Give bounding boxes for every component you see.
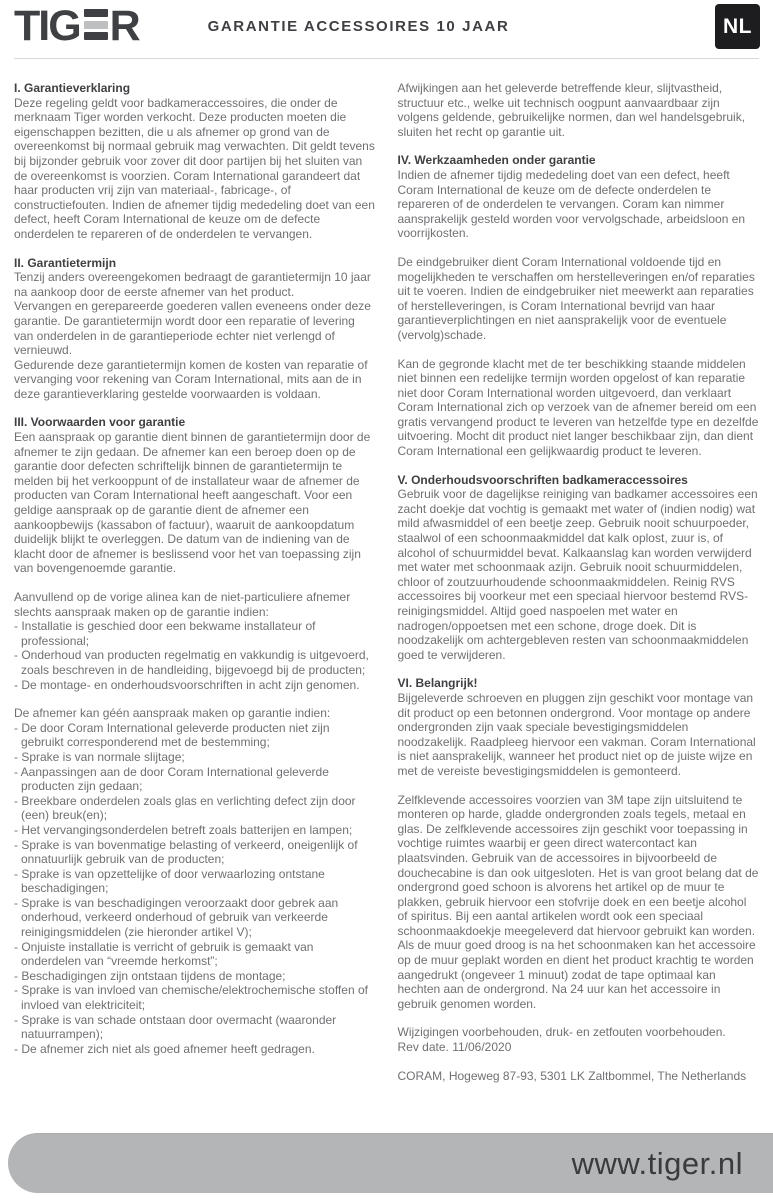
section-4-heading: IV. Werkzaamheden onder garantie <box>397 153 596 168</box>
list-item: - De afnemer zich niet als goed afnemer heeft gedragen. <box>14 1041 315 1056</box>
list-item: - Aanpassingen aan de door Coram International geleverde producten zijn gedaan; <box>14 764 329 794</box>
section-1-paragraph: Deze regeling geldt voor badkameraccessoires, die onder de merknaam Tiger worden verkocht. Deze producten moeten die eigenschappen bezitten, die u als afnemer op grond van de overeenkomst bij normaal gebruik mag verwachten. Dit geldt tevens bij bijzonder gebruik voor zover dit door partijen bij het sluiten van de overeenkomst is voorzien. Coram International garandeert dat haar producten vrij zijn van materiaal-, fabricage-, of constructiefouten. Indien de afnemer tijdig mededeling doet van een defect, heeft Coram International de keuze om de defecte onderdelen te repareren of de onderdelen te vervangen. <box>14 95 375 241</box>
section-5-paragraph: Gebruik voor de dagelijkse reiniging van badkamer accessoires een zacht doekje dat vochtig is gemaakt met water of (indien nodig) wat mild afwasmiddel of een beetje zeep. Gebruik nooit schuurpoeder, staalwol of een schoonmaakmiddel dat kalk oplost, zuur is, of alcohol of schuurmiddel bevat. Kalkaanslag kan worden verwijderd met water met schoonmaak azijn. Gebruik nooit schuurmiddelen, chloor of zoutzuurhoudende schoonmaakmiddelen. Reinig RVS accessoires bij voorkeur met een speciaal hiervoor bestemd RVS-reinigingsmiddel. Altijd goed naspoelen met water en nadrogen/oppoetsen met een schone, droge doek. Dit is noodzakelijk om achtergebleven resten van schoonmaakmiddelen goed te verwijderen. <box>397 487 758 662</box>
section-2-paragraph: Tenzij anders overeengekomen bedraagt de garantietermijn 10 jaar na aankoop door de eerste afnemer van het product. <box>14 270 371 299</box>
list-item: - Onderhoud van producten regelmatig en vakkundig is uitgevoerd, zoals beschreven in de handleiding, bijgevoegd bij de producten; <box>14 648 369 677</box>
legal-notice: Wijzigingen voorbehouden, druk- en zetfouten voorbehouden. <box>397 1025 726 1040</box>
list-item: - Sprake is van opzettelijke of door verwaarlozing ontstane beschadigingen; <box>14 866 325 896</box>
right-column <box>398 81 760 1083</box>
header-divider <box>14 58 759 59</box>
logo-bar-top <box>84 9 108 17</box>
list-item: - Sprake is van invloed van chemische/elektrochemische stoffen of invloed van elektriciteit; <box>14 983 368 1013</box>
list-item: - Sprake is van beschadigingen veroorzaakt door gebrek aan onderhoud, verkeerd onderhoud of gebruik van verkeerde reinigingsmiddelen (zie hieronder artikel V); <box>14 895 339 940</box>
footer-bar <box>8 1133 773 1193</box>
section-1-heading: I. Garantieverklaring <box>14 81 131 95</box>
document-body <box>0 81 773 1083</box>
website-link[interactable]: www.tiger.nl <box>571 1145 743 1181</box>
list-item: - De montage- en onderhoudsvoorschriften in acht zijn genomen. <box>14 677 360 692</box>
list-item: - De door Coram International geleverde producten niet zijn gebruikt corresponderend met de bestemming; <box>14 720 330 750</box>
list-item: - Breekbare onderdelen zoals glas en verlichting defect zijn door (een) breuk(en); <box>14 793 356 823</box>
list-item: - Sprake is van normale slijtage; <box>14 749 185 764</box>
list-item: - Het vervangingsonderdelen betreft zoals batterijen en lampen; <box>14 822 353 837</box>
section-3-list-intro: Aanvullend op de vorige alinea kan de niet-particuliere afnemer slechts aanspraak maken op de garantie indien: <box>14 590 351 619</box>
list-item: - Onjuiste installatie is verricht of gebruik is gemaakt van onderdelen van “vreemde herkomst”; <box>14 939 314 969</box>
document-header <box>0 0 773 58</box>
section-6-heading: VI. Belangrijk! <box>397 676 478 691</box>
section-6-paragraph: Bijgeleverde schroeven en pluggen zijn geschikt voor montage van dit product op een betonnen ondergrond. Voor montage op andere ondergronden zijn vaak speciale bevestigingsmiddelen noodzakelijk. Raadpleeg hiervoor een vakman. Coram International is niet aansprakelijk, wanneer het product niet op de juiste wijze en met de vereiste bevestigingsmiddelen is gemonteerd. <box>397 690 756 778</box>
tiger-logo-text-tig: TIG <box>14 2 80 50</box>
revision-date: Rev date. 11/06/2020 <box>397 1040 512 1055</box>
section-4-paragraph: Indien de afnemer tijdig mededeling doet van een defect, heeft Coram International de keuze om de defecte onderdelen te repareren of de onderdelen te vervangen. Coram kan nimmer aansprakelijk gesteld worden voor vervolgschade, arbeidsloon en voorrijkosten. <box>397 167 746 241</box>
list-item: - Sprake is van bovenmatige belasting of verkeerd, oneigenlijk of onnatuurlijk gebruik van de producten; <box>14 837 358 867</box>
section-3-heading: III. Voorwaarden voor garantie <box>14 415 186 430</box>
section-3-paragraph: Een aanspraak op garantie dient binnen de garantietermijn door de afnemer te zijn gedaan. De afnemer kan een beroep doen op de garantie door defecten schriftelijk binnen de garantietermijn te melden bij het verkooppunt of de installateur waar de afnemer de producten van Coram International heeft aangeschaft. Voor een geldige aanspraak op de garantie dient de afnemer een aankoopbewijs (kassabon of factuur), waaruit de aankoopdatum duidelijk blijkt te overleggen. De datum van de indiening van de klacht door de afnemer is beslissend voor het van toepassing zijn van bovengenoemde garantie. <box>14 430 371 576</box>
list-item: - Installatie is geschied door een bekwame installateur of professional; <box>14 619 316 648</box>
section-3-list-intro: De afnemer kan géén aanspraak maken op garantie indien: <box>14 706 331 721</box>
section-5-heading: V. Onderhoudsvoorschriften badkameraccessoires <box>397 472 688 487</box>
left-column <box>14 81 376 1083</box>
section-4-paragraph: Kan de gegronde klacht met de ter beschikking staande middelen niet binnen een redelijke termijn worden opgelost of kan reparatie niet door Coram International worden uitgevoerd, dan verklaart Coram International zich op verzoek van de afnemer bereid om een gratis vervangend product te leveren van hetzelfde type en dezelfde uitvoering. Mocht dit product niet langer beschikbaar zijn, dan dient Coram International een gelijkwaardig product te leveren. <box>397 356 759 459</box>
list-item: - Beschadigingen zijn ontstaan tijdens de montage; <box>14 968 286 983</box>
section-2-paragraph: Vervangen en gerepareerde goederen vallen eveneens onder deze garantie. De garantietermijn wordt door een reparatie of levering van onderdelen in de garantieperiode echter niet verlengd of vernieuwd. <box>14 299 371 358</box>
company-address: CORAM, Hogeweg 87-93, 5301 LK Zaltbommel, The Netherlands <box>397 1068 747 1083</box>
page-title: GARANTIE ACCESSOIRES 10 JAAR <box>207 18 510 35</box>
section-6-paragraph: Zelfklevende accessoires voorzien van 3M tape zijn uitsluitend te monteren op harde, gladde ondergronden zoals tegels, metaal en glas. De zelfklevende accessoires zijn geschikt voor toepassing in vochtige ruimtes waarbij er geen direct watercontact kan plaatsvinden. Gebruik van de accessoires in bijvoorbeeld de douchecabine is dan ook uitgesloten. Het is van groot belang dat de ondergrond goed schoon is alvorens het artikel op de muur te plakken, gebruik hiervoor een stofvrije doek en een beetje alcohol of spiritus. Bij een aantal artikelen wordt ook een speciaal schoonmaakdoekje meegeleverd dat hiervoor gebruikt kan worden. Als de muur goed droog is na het schoonmaken kan het accessoire op de muur geplakt worden en dient het product krachtig te worden aangedrukt (ongeveer 1 minuut) zodat de tape optimaal kan hechten aan de ondergrond. Na 24 uur kan het accessoire in gebruik genomen worden. <box>397 792 759 1011</box>
list-item: - Sprake is van schade ontstaan door overmacht (waaronder natuurrampen); <box>14 1012 337 1042</box>
section-2-heading: II. Garantietermijn <box>14 255 117 270</box>
section-4-paragraph: De eindgebruiker dient Coram International voldoende tijd en mogelijkheden te verschaffen om herstelleveringen en/of reparaties uit te voeren. Indien de eindgebruiker niet meewerkt aan reparaties of herstelleveringen, is Coram International bevrijd van haar garantieverplichtingen en niet aansprakelijk voor de eventuele (vervolg)schade. <box>397 254 755 342</box>
language-badge: NL <box>715 4 760 49</box>
tiger-logo-text-r: R <box>109 2 139 50</box>
section-2-paragraph: Gedurende deze garantietermijn komen de kosten van reparatie of vervanging voor rekening van Coram International, mits aan de in deze garantieverklaring gestelde voorwaarden is voldaan. <box>14 357 368 401</box>
garantie-uitsluiting-paragraph: Afwijkingen aan het geleverde betreffende kleur, slijtvastheid, structuur etc., welke uit technisch oogpunt aanvaardbaar zijn volgens geldende, gebruikelijke normen, dan wel handelsgebruik, sluiten het recht op garantie uit. <box>397 81 746 139</box>
